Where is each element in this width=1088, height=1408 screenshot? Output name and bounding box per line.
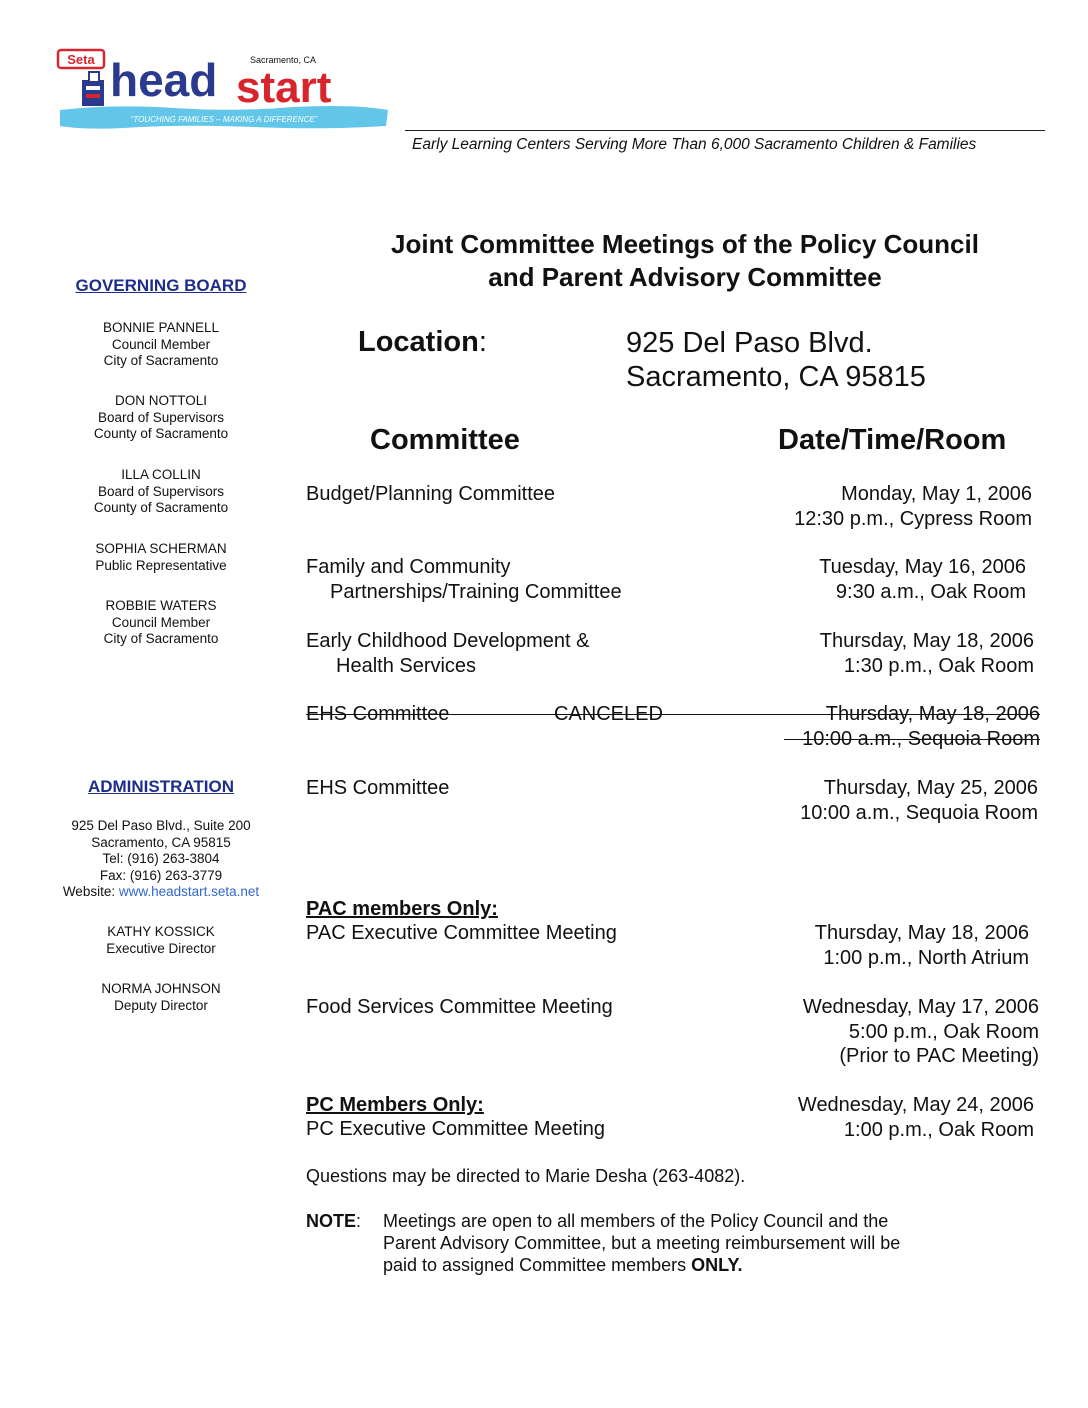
meeting-committee: Budget/Planning Committee: [306, 483, 556, 505]
location-label: Location:: [358, 326, 487, 358]
meeting-committee: EHS Committee: [306, 777, 450, 799]
meeting-committee: Family and Community Partnerships/Training Committee: [306, 556, 622, 603]
logo-start: start: [236, 63, 332, 112]
administration-heading: ADMINISTRATION: [87, 777, 235, 796]
meeting-datetime: Wednesday, May 24, 2006 1:00 p.m., Oak Room: [797, 1094, 1034, 1141]
website-link[interactable]: www.headstart.seta.net: [118, 884, 260, 899]
logo-head: head: [110, 54, 218, 106]
canceled-status: CANCELED: [554, 703, 663, 725]
pc-heading: PC Members Only:: [306, 1094, 484, 1116]
meeting-datetime-canceled: Thursday, May 18, 2006 10:00 a.m., Sequoia Room: [802, 703, 1040, 750]
meeting-datetime: Thursday, May 18, 2006 1:00 p.m., North Atrium: [814, 922, 1029, 969]
meeting-committee: Early Childhood Development & Health Services: [306, 630, 590, 677]
meeting-datetime: Tuesday, May 16, 2006 9:30 a.m., Oak Room: [819, 556, 1026, 603]
logo-seta: Seta: [67, 52, 95, 67]
board-member: DON NOTTOLI Board of Supervisors County of Sacramento: [93, 393, 229, 441]
strikethrough-line: [784, 739, 1040, 740]
header-rule: [405, 130, 1045, 131]
meeting-committee: PAC Executive Committee Meeting: [306, 922, 617, 944]
board-member: ILLA COLLIN Board of Supervisors County of Sacramento: [93, 467, 229, 515]
pac-heading: PAC members Only:: [306, 898, 498, 920]
staff-member: KATHY KOSSICK Executive Director: [106, 924, 216, 956]
logo-city: Sacramento, CA: [250, 55, 317, 65]
meeting-datetime: Monday, May 1, 2006 12:30 p.m., Cypress Room: [794, 483, 1032, 530]
board-member: SOPHIA SCHERMAN Public Representative: [95, 541, 227, 573]
meeting-committee-canceled: EHS Committee: [306, 703, 450, 725]
staff-member: NORMA JOHNSON Deputy Director: [101, 981, 221, 1013]
note-label: NOTE:: [306, 1211, 362, 1231]
meeting-datetime: Wednesday, May 17, 2006 5:00 p.m., Oak Room (Prior to PAC Meeting): [802, 996, 1039, 1067]
meeting-committee: Food Services Committee Meeting: [306, 996, 613, 1018]
header-tagline: Early Learning Centers Serving More Than 6,000 Sacramento Children & Families: [412, 136, 977, 153]
head-start-logo: [54, 44, 394, 130]
datetime-column-heading: Date/Time/Room: [778, 424, 1007, 456]
board-member: ROBBIE WATERS Council Member City of Sacramento: [103, 598, 219, 646]
meeting-committee: PC Executive Committee Meeting: [306, 1118, 606, 1140]
committee-column-heading: Committee: [370, 424, 520, 456]
board-member: BONNIE PANNELL Council Member City of Sacramento: [102, 320, 220, 368]
meeting-datetime: Thursday, May 25, 2006 10:00 a.m., Sequoia Room: [800, 777, 1038, 824]
meeting-datetime: Thursday, May 18, 2006 1:30 p.m., Oak Room: [819, 630, 1034, 677]
location-address: 925 Del Paso Blvd. Sacramento, CA 95815: [626, 327, 926, 393]
logo-motto: “TOUCHING FAMILIES – MAKING A DIFFERENCE”: [130, 115, 318, 124]
questions-text: Questions may be directed to Marie Desha (263-4082).: [306, 1166, 746, 1186]
page-title: Joint Committee Meetings of the Policy Council and Parent Advisory Committee: [391, 229, 979, 292]
governing-board-heading: GOVERNING BOARD: [75, 276, 247, 295]
admin-contact: 925 Del Paso Blvd., Suite 200 Sacramento, CA 95815 Tel: (916) 263-3804 Fax: (916) 263-3779 Website: www.headstart.seta.net: [62, 818, 260, 899]
note-text: Meetings are open to all members of the Policy Council and the Parent Advisory Committee, but a meeting reimbursement will be paid to assigned Committee members ONLY.: [383, 1211, 901, 1275]
house-flag-icon: [82, 72, 104, 106]
strikethrough-line: [306, 714, 1040, 715]
